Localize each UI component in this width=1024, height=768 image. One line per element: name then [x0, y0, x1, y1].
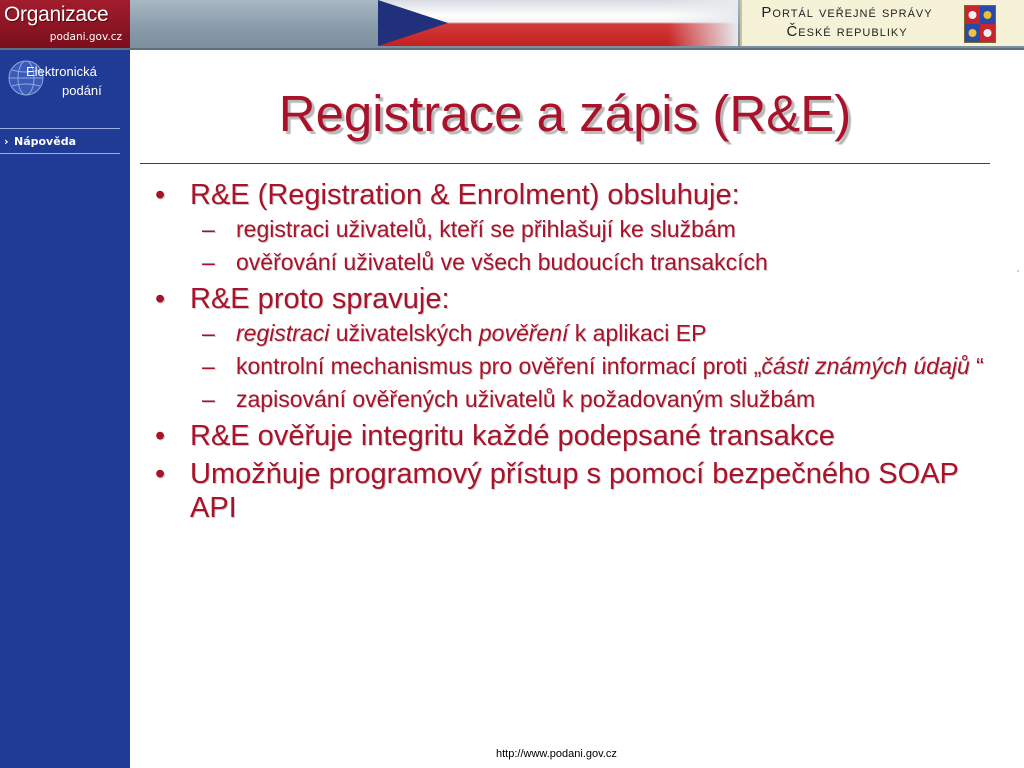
- list-item: [140, 386, 990, 413]
- dash-marker: –: [202, 320, 215, 346]
- portal-title-line1: Portál veřejné správy: [761, 4, 933, 21]
- decorative-dot: [1017, 270, 1019, 272]
- logo-line2: podání: [62, 83, 102, 98]
- org-title: Organizace: [4, 3, 109, 26]
- logo-line1: Elektronická: [26, 64, 97, 79]
- elektronicka-podani-logo[interactable]: [0, 50, 130, 114]
- sidebar-divider: [0, 128, 120, 129]
- portal-banner[interactable]: [740, 0, 1024, 46]
- bullet-text: R&E ověřuje integritu každé podepsané transakce: [190, 420, 835, 452]
- organization-logo[interactable]: [0, 0, 130, 48]
- list-item: [140, 282, 990, 316]
- portal-title-line2: České republiky: [786, 23, 908, 40]
- list-item: [140, 419, 990, 453]
- czech-coat-of-arms-icon: [964, 5, 996, 43]
- dash-marker: –: [202, 249, 215, 275]
- bullet-text: R&E proto spravuje:: [190, 283, 450, 315]
- sub-bullet-text: uživatelských: [329, 320, 479, 346]
- italic-term: pověření: [478, 320, 569, 346]
- sub-bullet-text: zapisování ověřených uživatelů k požadovaným službám: [236, 386, 816, 412]
- bullet-text: R&E (Registration & Enrolment) obsluhuje:: [190, 179, 740, 211]
- sub-bullet-text: kontrolní mechanismus pro ověření informací proti „: [236, 353, 762, 379]
- bullet-marker: •: [155, 458, 166, 490]
- dash-marker: –: [202, 216, 215, 242]
- bullet-marker: •: [155, 179, 166, 211]
- sidebar-item-napoveda[interactable]: [0, 130, 120, 152]
- chevron-right-icon: ›: [4, 135, 9, 148]
- sub-bullet-text: “: [969, 353, 984, 379]
- list-item: [140, 216, 990, 243]
- title-divider: [140, 163, 990, 164]
- list-item: [140, 249, 990, 276]
- bullet-text: Umožňuje programový přístup s pomocí bezpečného SOAP API: [190, 458, 959, 524]
- list-item: [140, 457, 990, 525]
- italic-term: registraci: [236, 320, 330, 346]
- top-header: [0, 0, 1024, 50]
- czech-flag-icon: [378, 0, 738, 46]
- list-item: [140, 320, 990, 347]
- bullet-marker: •: [155, 420, 166, 452]
- bullet-list: [140, 178, 990, 529]
- bullet-marker: •: [155, 283, 166, 315]
- dash-marker: –: [202, 386, 215, 412]
- dash-marker: –: [202, 353, 215, 379]
- sub-bullet-text: ověřování uživatelů ve všech budoucích transakcích: [236, 249, 768, 275]
- list-item: [140, 353, 990, 380]
- sub-bullet-text: k aplikaci EP: [568, 320, 707, 346]
- org-subtitle: podani.gov.cz: [49, 31, 122, 43]
- sidebar-item-label: Nápověda: [14, 135, 76, 148]
- slide-title: Registrace a zápis (R&E): [278, 85, 852, 142]
- sub-bullet-text: registraci uživatelů, kteří se přihlašují ke službám: [236, 216, 736, 242]
- italic-term: části známých údajů: [761, 353, 970, 379]
- left-sidebar: [0, 50, 130, 768]
- sidebar-divider: [0, 153, 120, 154]
- list-item: [140, 178, 990, 212]
- footer-url[interactable]: http://www.podani.gov.cz: [496, 748, 617, 760]
